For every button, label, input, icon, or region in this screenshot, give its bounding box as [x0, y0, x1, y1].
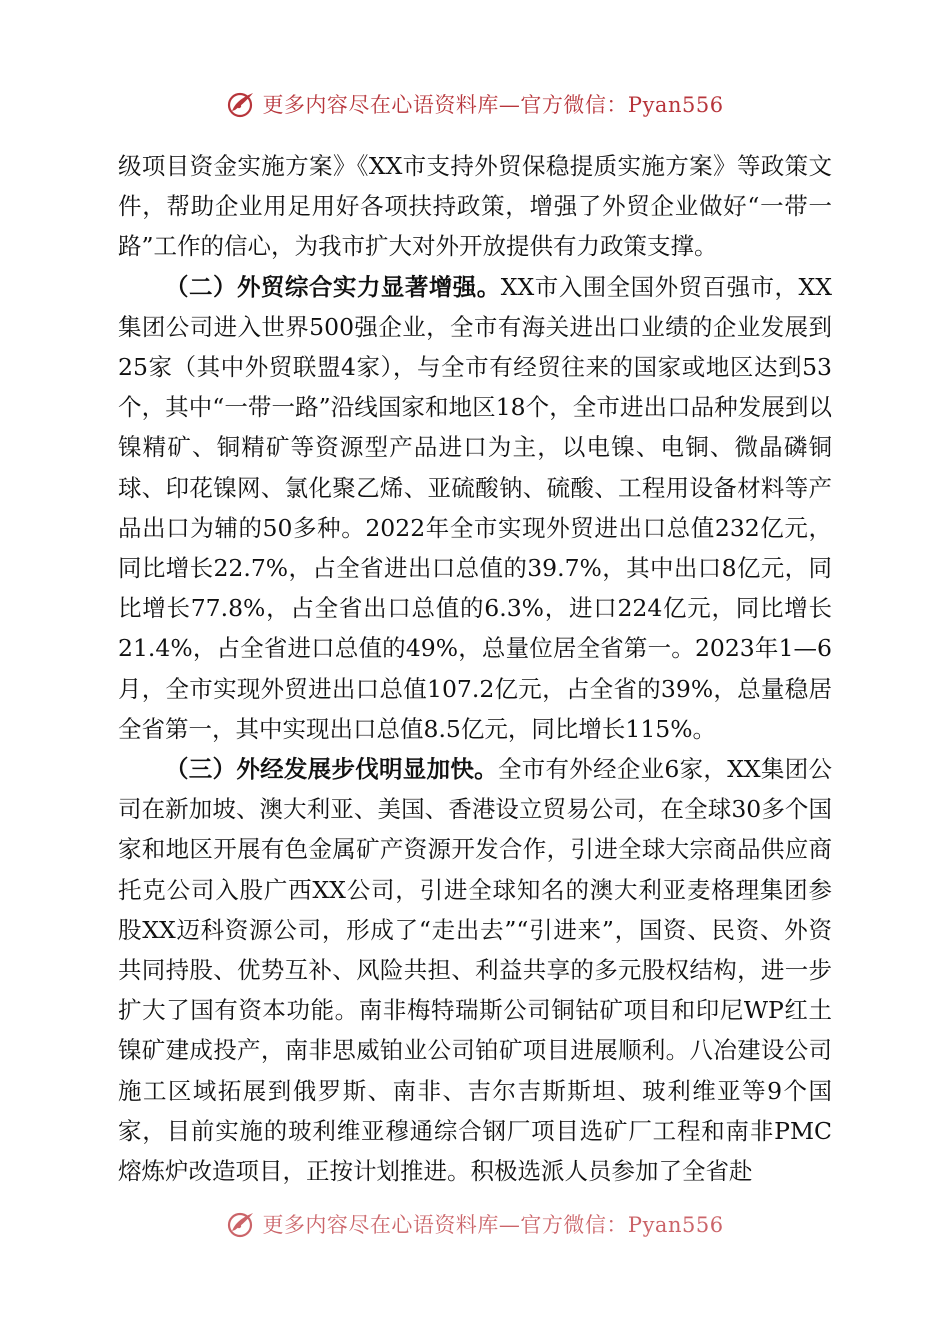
watermark-header: [0, 84, 950, 124]
paragraph-text: XX市入围全国外贸百强市，XX集团公司进入世界500强企业，全市有海关进出口业绩的企业发展到25家（其中外贸联盟4家），与全市有经贸往来的国家或地区达到53个，其中“一带一路”沿线国家和地区18个，全市进出口品种发展到以镍精矿、铜精矿等资源型产品进口为主，以电镍、电铜、微晶磷铜球、印花镍网、氯化聚乙烯、亚硫酸钠、硫酸、工程用设备材料等产品出口为辅的50多种。2022年全市实现外贸进出口总值232亿元，同比增长22.7%，占全省进出口总值的39.7%，其中出口8亿元，同比增长77.8%，占全省出口总值的6.3%，进口224亿元，同比增长21.4%，占全省进口总值的49%，总量位居全省第一。2023年1—6月，全市实现外贸进出口总值107.2亿元，占全省的39%，总量稳居全省第一，其中实现出口总值8.5亿元，同比增长115%。: [118, 272, 833, 743]
brand-logo-icon: [226, 89, 256, 119]
document-body: [118, 146, 832, 1191]
watermark-text: 更多内容尽在心语资料库—官方微信：Pyan556: [262, 1213, 724, 1237]
paragraph-2: [118, 267, 832, 749]
paragraph-heading: （三）外经发展步伐明显加快。: [165, 755, 498, 784]
brand-logo-icon: [226, 1209, 256, 1239]
paragraph-text: 全市有外经企业6家，XX集团公司在新加坡、澳大利亚、美国、香港设立贸易公司，在全球30多个国家和地区开展有色金属矿产资源开发合作，引进全球大宗商品供应商托克公司入股广西XX公司，引进全球知名的澳大利亚麦格理集团参股XX迈科资源公司，形成了“走出去”“引进来”，国资、民资、外资共同持股、优势互补、风险共担、利益共享的多元股权结构，进一步扩大了国有资本功能。南非梅特瑞斯公司铜钴矿项目和印尼WP红土镍矿建成投产，南非思威铂业公司铂矿项目进展顺利。八冶建设公司施工区域拓展到俄罗斯、南非、吉尔吉斯斯坦、玻利维亚等9个国家，目前实施的玻利维亚穆通综合钢厂项目选矿厂工程和南非PMC熔炼炉改造项目，正按计划推进。积极选派人员参加了全省赴: [118, 755, 832, 1186]
paragraph-1: [118, 146, 832, 267]
paragraph-3: [118, 749, 832, 1191]
watermark-text: 更多内容尽在心语资料库—官方微信：Pyan556: [262, 93, 724, 117]
watermark-footer: [0, 1204, 950, 1244]
paragraph-text: 级项目资金实施方案》《XX市支持外贸保稳提质实施方案》等政策文件，帮助企业用足用好各项扶持政策，增强了外贸企业做好“一带一路”工作的信心，为我市扩大对外开放提供有力政策支撑。: [118, 152, 832, 261]
paragraph-heading: （二）外贸综合实力显著增强。: [165, 272, 501, 301]
